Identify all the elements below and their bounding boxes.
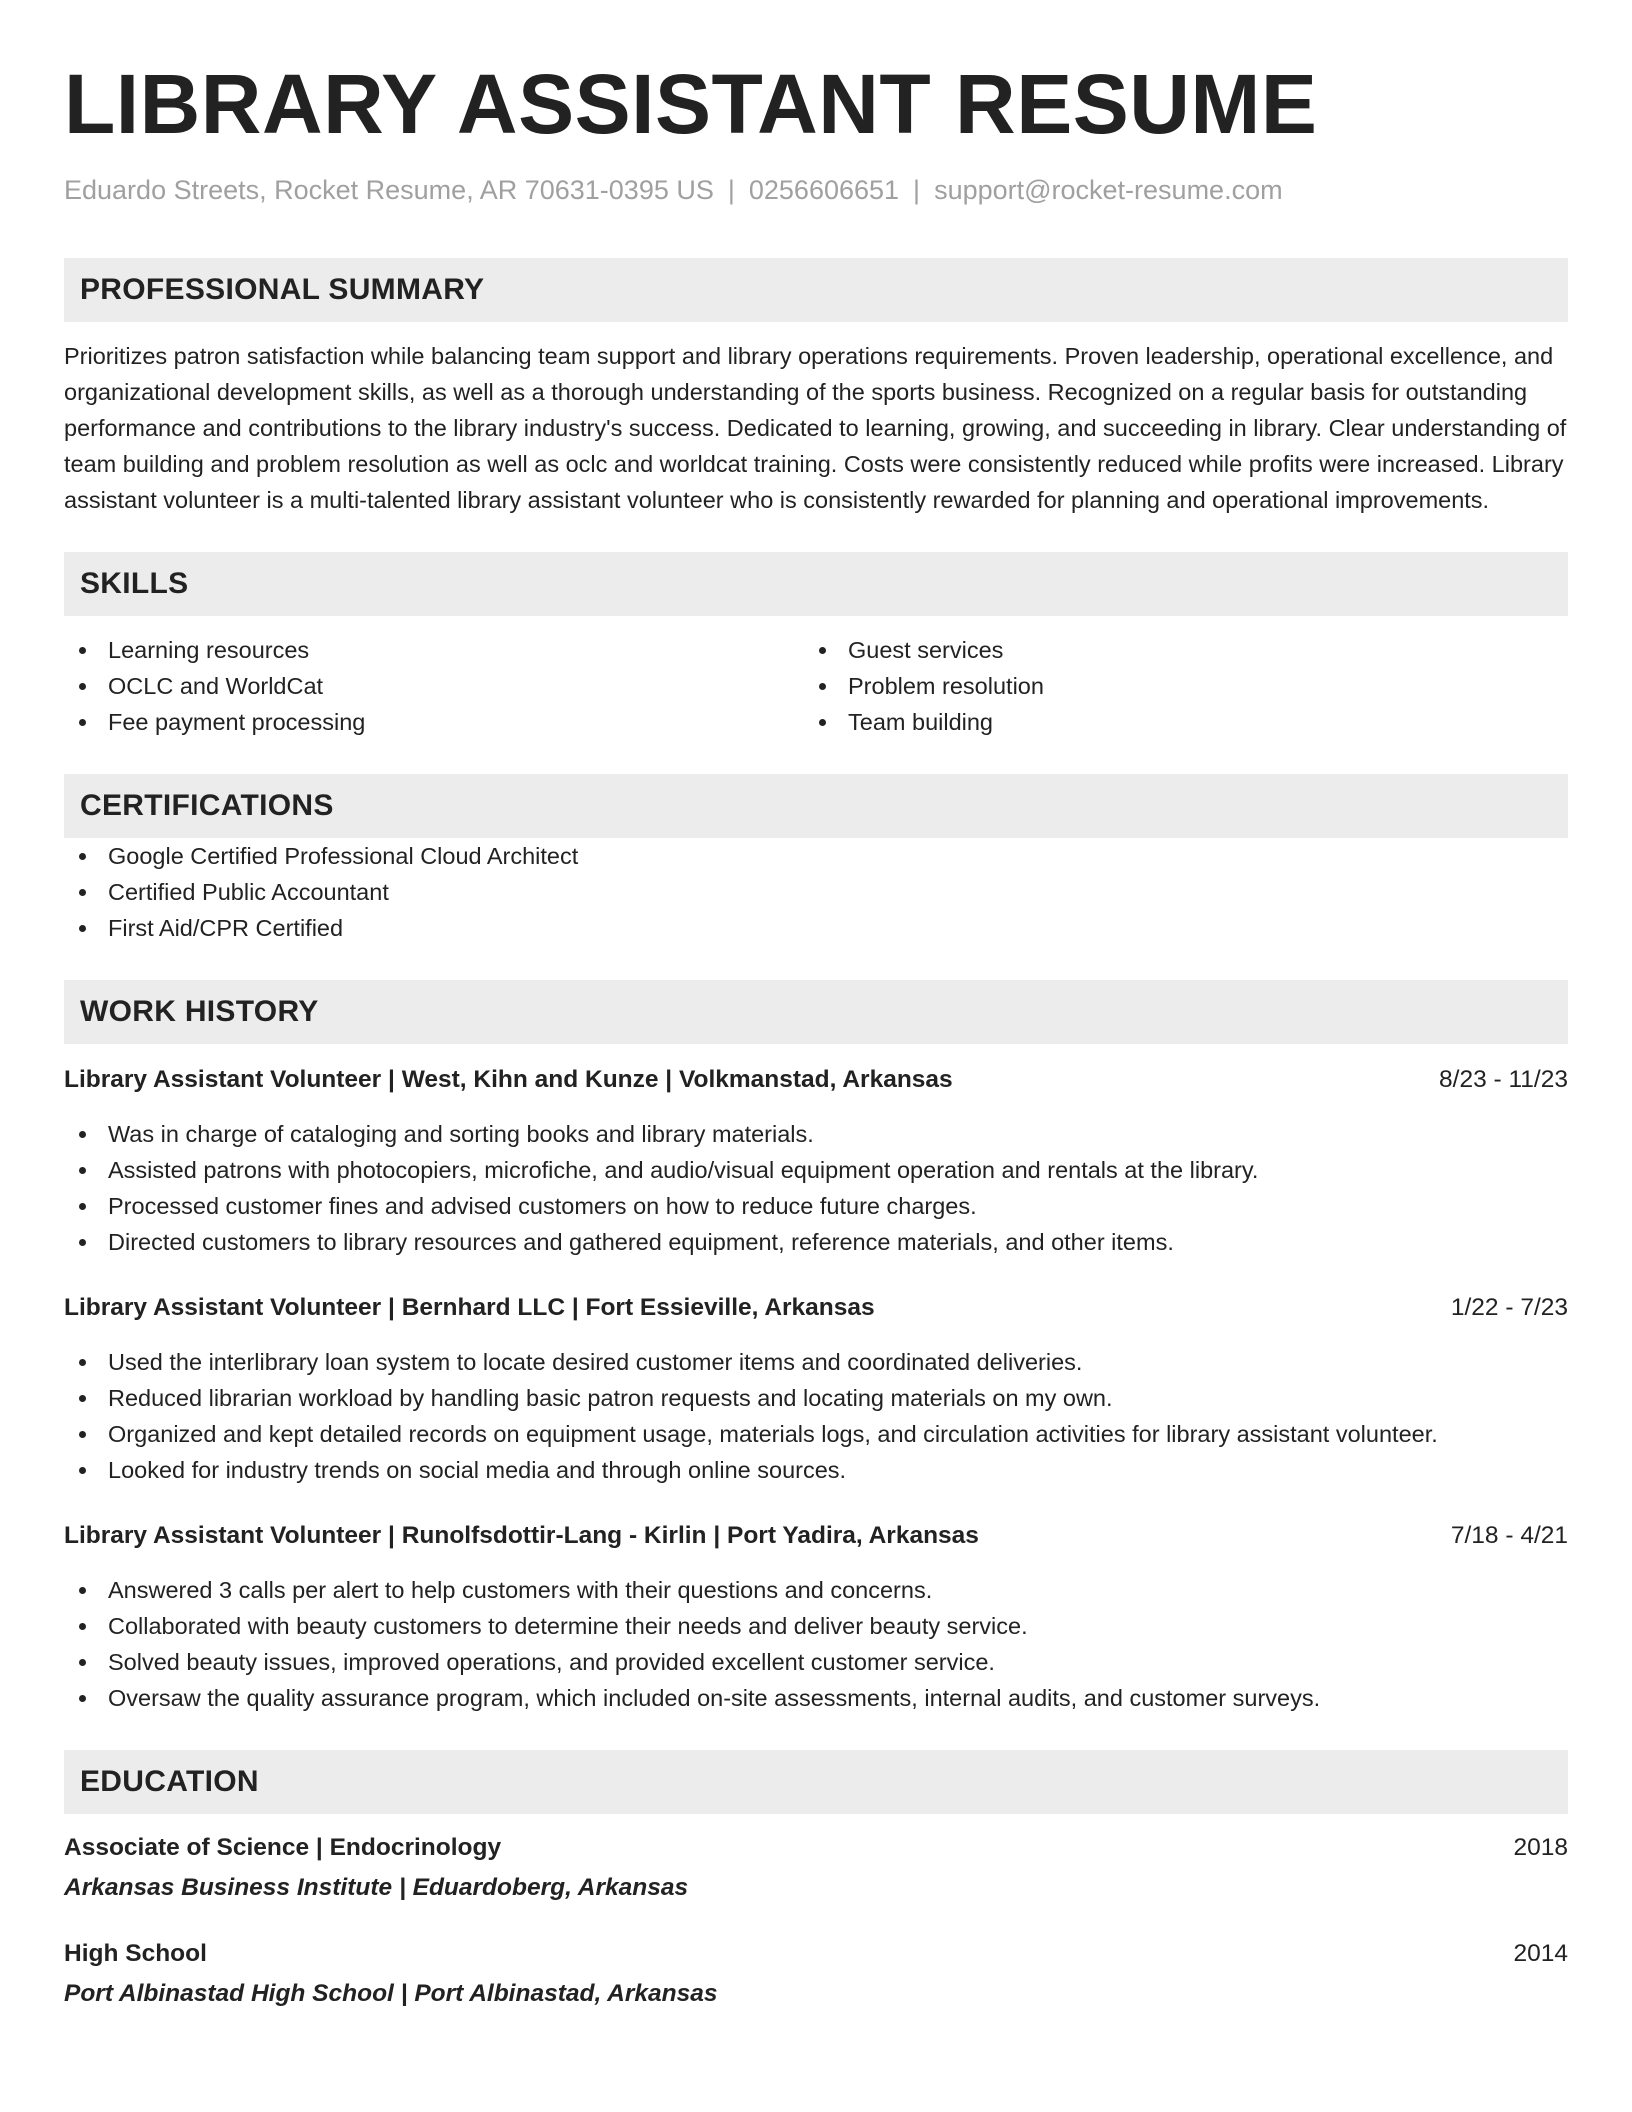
job-entry [64, 1290, 1568, 1488]
education-degree: High School [64, 1940, 207, 1968]
certification-item: Google Certified Professional Cloud Architect [64, 838, 1568, 874]
contact-address: Eduardo Streets, Rocket Resume, AR 70631-0395 US [64, 175, 714, 205]
job-bullet: Organized and kept detailed records on equipment usage, materials logs, and circulation activities for library assistant volunteer. [64, 1416, 1568, 1452]
job-bullet: Answered 3 calls per alert to help customers with their questions and concerns. [64, 1572, 1568, 1608]
job-bullet: Looked for industry trends on social media and through online sources. [64, 1452, 1568, 1488]
education-school: Arkansas Business Institute | Eduardoberg, Arkansas [64, 1874, 689, 1902]
page-title: LIBRARY ASSISTANT RESUME [64, 57, 1318, 151]
job-bullet: Used the interlibrary loan system to locate desired customer items and coordinated deliveries. [64, 1344, 1568, 1380]
education-year: 2018 [1513, 1834, 1568, 1862]
summary-text: Prioritizes patron satisfaction while balancing team support and library operations requirements. Proven leadership, operational excellence, and organizational development skills, as well as a thorough understanding of the sports business. Recognized on a regular basis for outstanding performance and contributions to the library industry's success. Dedicated to learning, growing, and succeeding in library. Clear understanding of team building and problem resolution as well as oclc and worldcat training. Costs were consistently reduced while profits were increased. Library assistant volunteer is a multi-talented library assistant volunteer who is consistently rewarded for planning and operational improvements. [64, 343, 1567, 514]
job-bullet: Solved beauty issues, improved operations, and provided excellent customer service. [64, 1644, 1568, 1680]
job-dates: 1/22 - 7/23 [1450, 1294, 1568, 1322]
skill-item: OCLC and WorldCat [64, 668, 804, 704]
education-header [64, 1936, 1568, 1972]
skill-item: Fee payment processing [64, 704, 804, 740]
contact-phone: 0256606651 [748, 175, 900, 205]
job-entry [64, 1518, 1568, 1716]
job-bullet: Oversaw the quality assurance program, which included on-site assessments, internal audits, and customer surveys. [64, 1680, 1568, 1716]
education-year: 2014 [1513, 1940, 1568, 1968]
job-header [64, 1062, 1568, 1098]
skills-heading: SKILLS [64, 552, 1568, 616]
skill-item: Learning resources [64, 632, 804, 668]
job-bullet: Was in charge of cataloging and sorting books and library materials. [64, 1116, 1568, 1152]
skill-item: Team building [804, 704, 1544, 740]
job-title: Library Assistant Volunteer | Runolfsdottir-Lang - Kirlin | Port Yadira, Arkansas [64, 1522, 979, 1550]
certification-item: First Aid/CPR Certified [64, 910, 1568, 946]
certifications-list [64, 838, 1568, 946]
job-bullets [64, 1344, 1568, 1488]
education-heading: EDUCATION [64, 1750, 1568, 1814]
skills-left-column [64, 632, 804, 740]
certification-item: Certified Public Accountant [64, 874, 1568, 910]
contact-separator: | [913, 175, 921, 205]
skill-item: Guest services [804, 632, 1544, 668]
summary-heading: PROFESSIONAL SUMMARY [64, 258, 1568, 322]
education-entry [64, 1830, 1568, 1906]
certifications-heading: CERTIFICATIONS [64, 774, 1568, 838]
work-history-heading: WORK HISTORY [64, 980, 1568, 1044]
job-title: Library Assistant Volunteer | West, Kihn and Kunze | Volkmanstad, Arkansas [64, 1066, 953, 1094]
skills-right-column [804, 632, 1544, 740]
education-header [64, 1830, 1568, 1866]
education-entry [64, 1936, 1568, 2012]
job-header [64, 1290, 1568, 1326]
job-entry [64, 1062, 1568, 1260]
job-bullets [64, 1572, 1568, 1716]
job-bullet: Collaborated with beauty customers to determine their needs and deliver beauty service. [64, 1608, 1568, 1644]
education-degree: Associate of Science | Endocrinology [64, 1834, 502, 1862]
job-dates: 7/18 - 4/21 [1450, 1522, 1568, 1550]
job-bullets [64, 1116, 1568, 1260]
job-dates: 8/23 - 11/23 [1439, 1066, 1568, 1094]
contact-separator: | [727, 175, 735, 205]
job-bullet: Processed customer fines and advised customers on how to reduce future charges. [64, 1188, 1568, 1224]
skill-item: Problem resolution [804, 668, 1544, 704]
job-bullet: Directed customers to library resources and gathered equipment, reference materials, and other items. [64, 1224, 1568, 1260]
job-bullet: Assisted patrons with photocopiers, microfiche, and audio/visual equipment operation and rentals at the library. [64, 1152, 1568, 1188]
education-school: Port Albinastad High School | Port Albinastad, Arkansas [64, 1980, 718, 2008]
job-header [64, 1518, 1568, 1554]
skills-grid [64, 632, 1568, 740]
contact-line [64, 174, 1568, 206]
job-bullet: Reduced librarian workload by handling basic patron requests and locating materials on my own. [64, 1380, 1568, 1416]
contact-email: support@rocket-resume.com [934, 175, 1283, 205]
job-title: Library Assistant Volunteer | Bernhard LLC | Fort Essieville, Arkansas [64, 1294, 875, 1322]
